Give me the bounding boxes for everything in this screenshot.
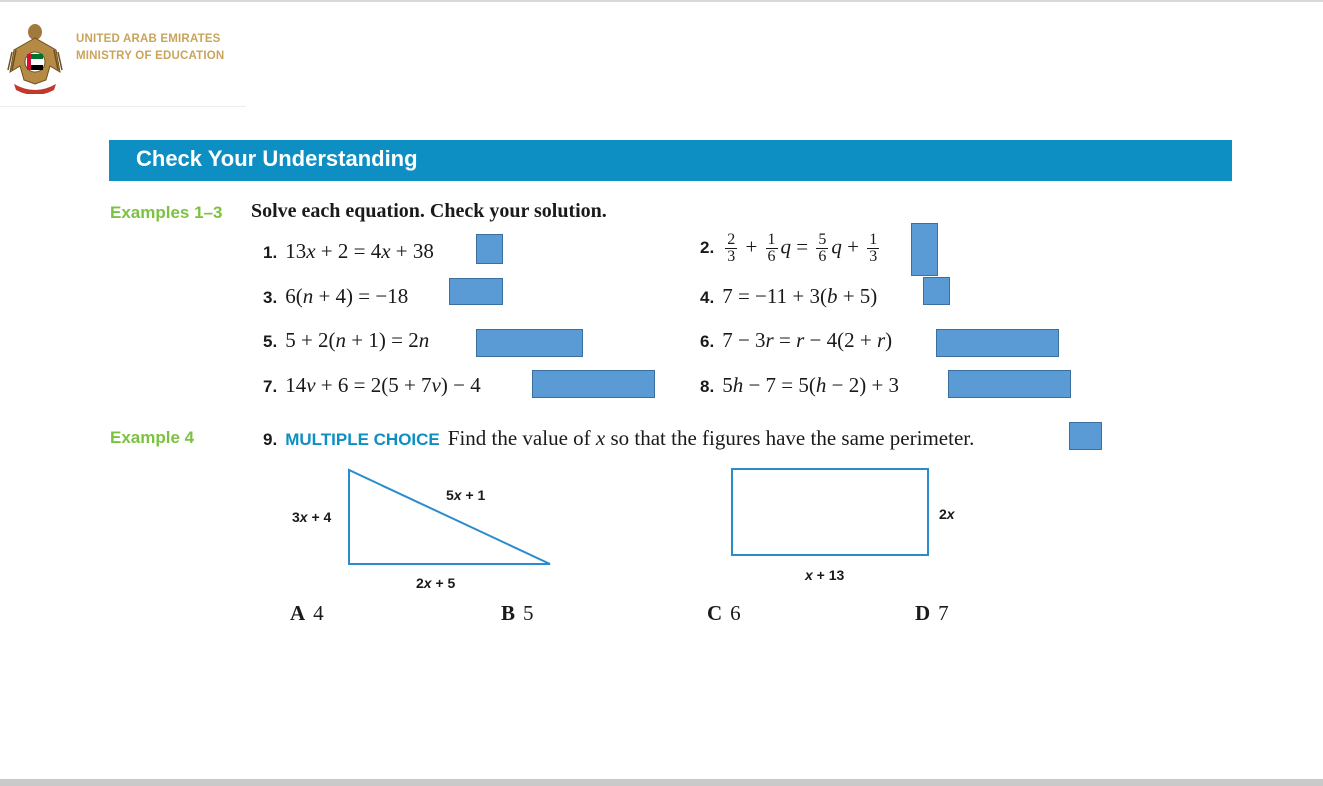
instruction-text: Solve each equation. Check your solution. <box>251 200 607 222</box>
banner-title: Check Your Understanding <box>136 146 418 171</box>
choice-d[interactable]: D 7 <box>915 601 949 625</box>
top-border <box>0 0 1323 2</box>
example-4-label: Example 4 <box>110 428 195 447</box>
problem-3: 3. 6(n + 4) = −18 <box>263 284 409 308</box>
problem-number: 3. <box>263 288 278 307</box>
problem-number: 2. <box>700 238 715 258</box>
rectangle-side-bottom-label: x + 13 <box>805 567 845 583</box>
problem-number: 9. <box>263 430 278 449</box>
choice-a[interactable]: A 4 <box>290 601 324 625</box>
org-name-line1: UNITED ARAB EMIRATES <box>76 33 221 45</box>
answer-box-1[interactable] <box>476 234 503 264</box>
triangle-figure <box>345 466 555 568</box>
fraction: $\frac{5}{6}$ <box>818 231 827 265</box>
answer-box-9[interactable] <box>1069 422 1102 450</box>
multiple-choice-tag: MULTIPLE CHOICE <box>285 430 440 449</box>
answer-box-7[interactable] <box>532 370 655 398</box>
answer-box-6[interactable] <box>936 329 1059 357</box>
org-name-line2: MINISTRY OF EDUCATION <box>76 50 225 62</box>
triangle-side-bottom-label: 2x + 5 <box>416 575 456 591</box>
answer-box-3[interactable] <box>449 278 503 305</box>
answer-box-4[interactable] <box>923 277 950 305</box>
answer-box-8[interactable] <box>948 370 1071 398</box>
problem-6: 6. 7 − 3r = r − 4(2 + r) <box>700 328 893 352</box>
uae-emblem-icon <box>6 20 64 94</box>
bottom-bar <box>0 779 1323 786</box>
problem-number: 7. <box>263 377 278 396</box>
problem-9: 9. MULTIPLE CHOICE Find the value of x so that the figures have the same perimeter. <box>263 426 975 450</box>
choice-c[interactable]: C 6 <box>707 601 741 625</box>
section-banner <box>109 140 1232 181</box>
examples-label: Examples 1–3 <box>110 203 223 222</box>
fraction: $\frac{2}{3}$ <box>727 231 736 265</box>
problem-number: 8. <box>700 377 715 396</box>
answer-box-5[interactable] <box>476 329 583 357</box>
problem-2: 2. $\frac{2}{3}$ + $\frac{1}{6}$ q = $\frac{5}{6}$ q + $\frac{1}{3}$ <box>700 231 878 265</box>
problem-8: 8. 5h − 7 = 5(h − 2) + 3 <box>700 373 900 397</box>
choice-b[interactable]: B 5 <box>501 601 534 625</box>
problem-number: 6. <box>700 332 715 351</box>
rectangle-side-right-label: 2x <box>939 506 955 522</box>
problem-5: 5. 5 + 2(n + 1) = 2n <box>263 328 430 352</box>
header-logo <box>0 14 246 107</box>
problem-1: 1. 13x + 2 = 4x + 38 <box>263 239 434 263</box>
rectangle-figure <box>731 468 929 556</box>
problem-number: 4. <box>700 288 715 307</box>
triangle-side-left-label: 3x + 4 <box>292 509 332 525</box>
problem-number: 1. <box>263 243 278 262</box>
answer-box-2[interactable] <box>911 223 938 276</box>
problem-7: 7. 14v + 6 = 2(5 + 7v) − 4 <box>263 373 481 397</box>
problem-number: 5. <box>263 332 278 351</box>
problem-4: 4. 7 = −11 + 3(b + 5) <box>700 284 878 308</box>
triangle-hypotenuse-label: 5x + 1 <box>446 487 486 503</box>
fraction: $\frac{1}{6}$ <box>767 231 776 265</box>
fraction: $\frac{1}{3}$ <box>869 231 878 265</box>
